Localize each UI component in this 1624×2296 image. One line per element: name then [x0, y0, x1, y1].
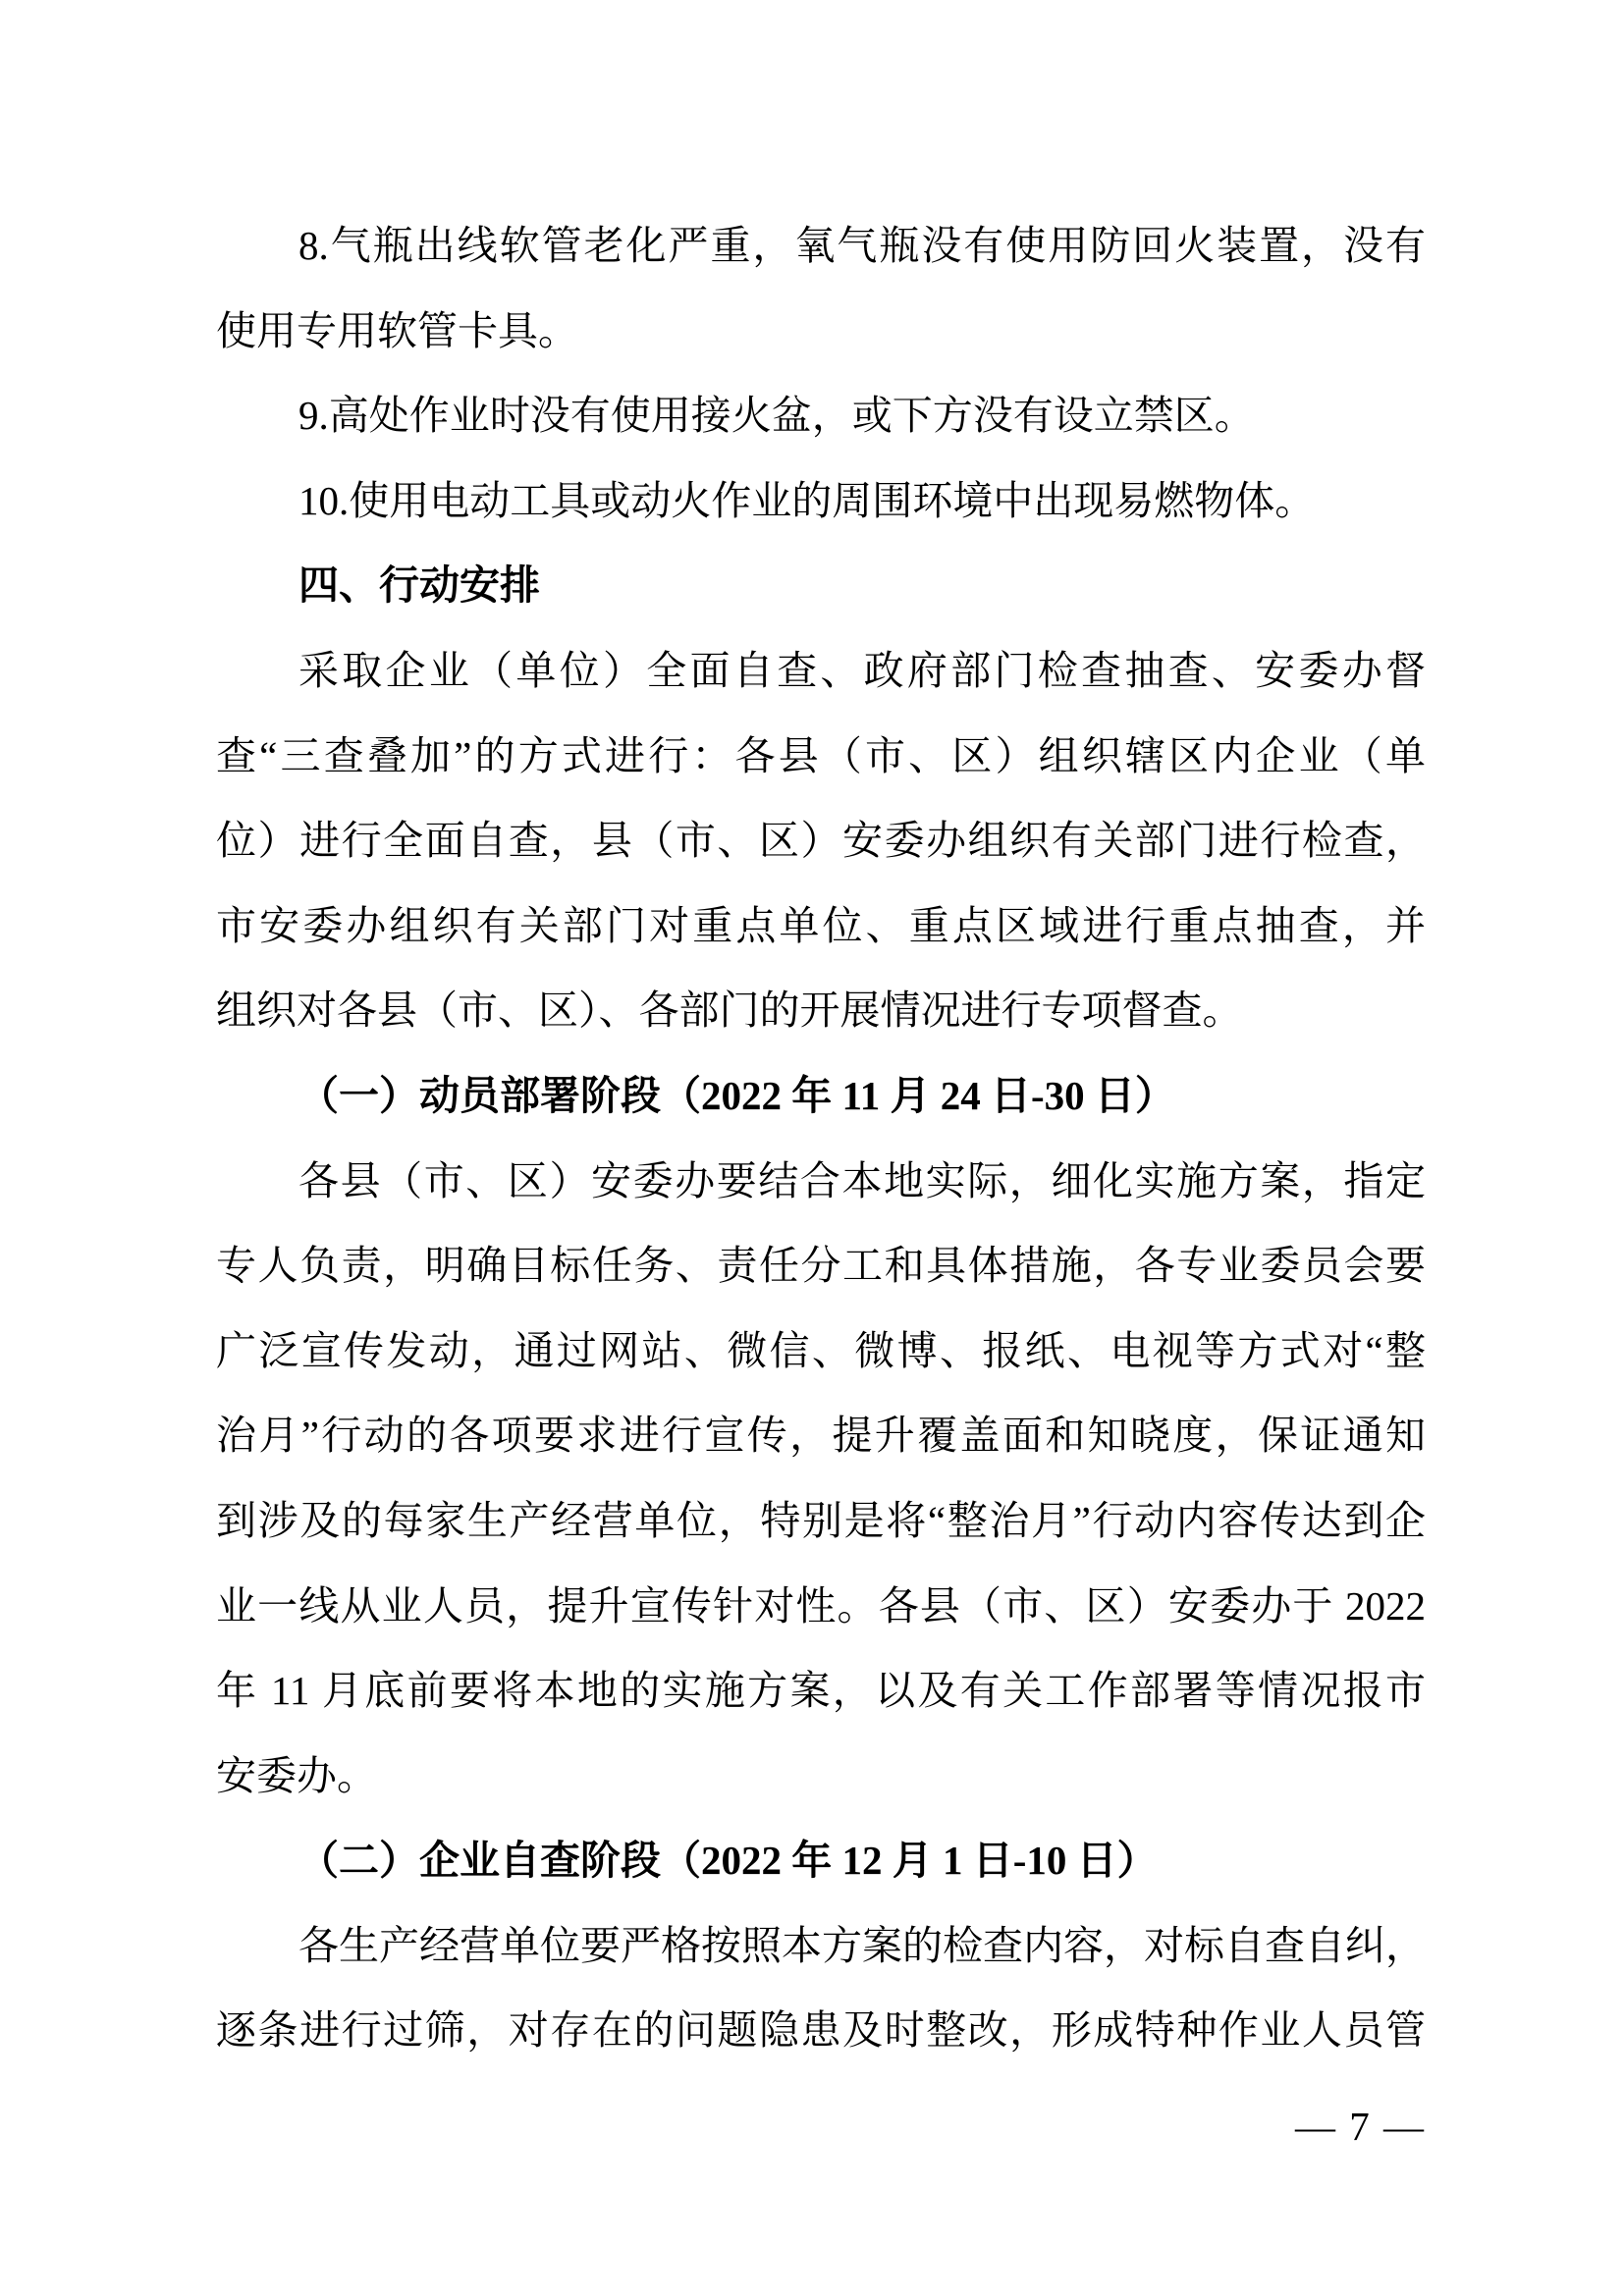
section-heading-4: 四、行动安排 — [298, 562, 540, 609]
paragraph-line: 广泛宣传发动，通过网站、微信、微博、报纸、电视等方式对“整 — [216, 1327, 1426, 1373]
paragraph-line: 治月”行动的各项要求进行宣传，提升覆盖面和知晓度，保证通知 — [216, 1413, 1426, 1459]
paragraph-line: 各县（市、区）安委办要结合本地实际，细化实施方案，指定 — [298, 1157, 1426, 1203]
paragraph-line: 业一线从业人员，提升宣传针对性。各县（市、区）安委办于 2022 — [216, 1582, 1426, 1629]
paragraph-line: 查“三查叠加”的方式进行：各县（市、区）组织辖区内企业（单 — [216, 732, 1426, 778]
paragraph-line: 专人负责，明确目标任务、责任分工和具体措施，各专业委员会要 — [216, 1243, 1426, 1289]
line-item-10: 10.使用电动工具或动火作业的周围环境中出现易燃物体。 — [298, 477, 1316, 523]
page-number: — 7 — — [1295, 2104, 1426, 2149]
paragraph-line: 市安委办组织有关部门对重点单位、重点区域进行重点抽查，并 — [216, 902, 1426, 948]
document-body — [216, 203, 1426, 2073]
paragraph-line: 到涉及的每家生产经营单位，特别是将“整治月”行动内容传达到企 — [216, 1497, 1426, 1543]
paragraph-line: 采取企业（单位）全面自查、政府部门检查抽查、安委办督 — [298, 647, 1426, 693]
paragraph-line: 安委办。 — [216, 1752, 377, 1798]
line-item-9: 9.高处作业时没有使用接火盆，或下方没有设立禁区。 — [298, 393, 1255, 439]
subsection-heading-1: （一）动员部署阶段（2022 年 11 月 24 日-30 日） — [298, 1072, 1175, 1118]
paragraph-line: 位）进行全面自查，县（市、区）安委办组织有关部门进行检查， — [216, 818, 1426, 864]
paragraph-line: 逐条进行过筛，对存在的问题隐患及时整改，形成特种作业人员管 — [216, 2007, 1426, 2054]
paragraph-line: 组织对各县（市、区）、各部门的开展情况进行专项督查。 — [216, 988, 1243, 1034]
paragraph-line: 各生产经营单位要严格按照本方案的检查内容，对标自查自纠， — [298, 1922, 1426, 1968]
paragraph-line: 年 11 月底前要将本地的实施方案，以及有关工作部署等情况报市 — [216, 1668, 1426, 1714]
line-item-8: 8.气瓶出线软管老化严重，氧气瓶没有使用防回火装置，没有 — [298, 223, 1426, 268]
line-item-8-cont: 使用专用软管卡具。 — [216, 307, 578, 353]
subsection-heading-2: （二）企业自查阶段（2022 年 12 月 1 日-10 日） — [298, 1838, 1158, 1884]
